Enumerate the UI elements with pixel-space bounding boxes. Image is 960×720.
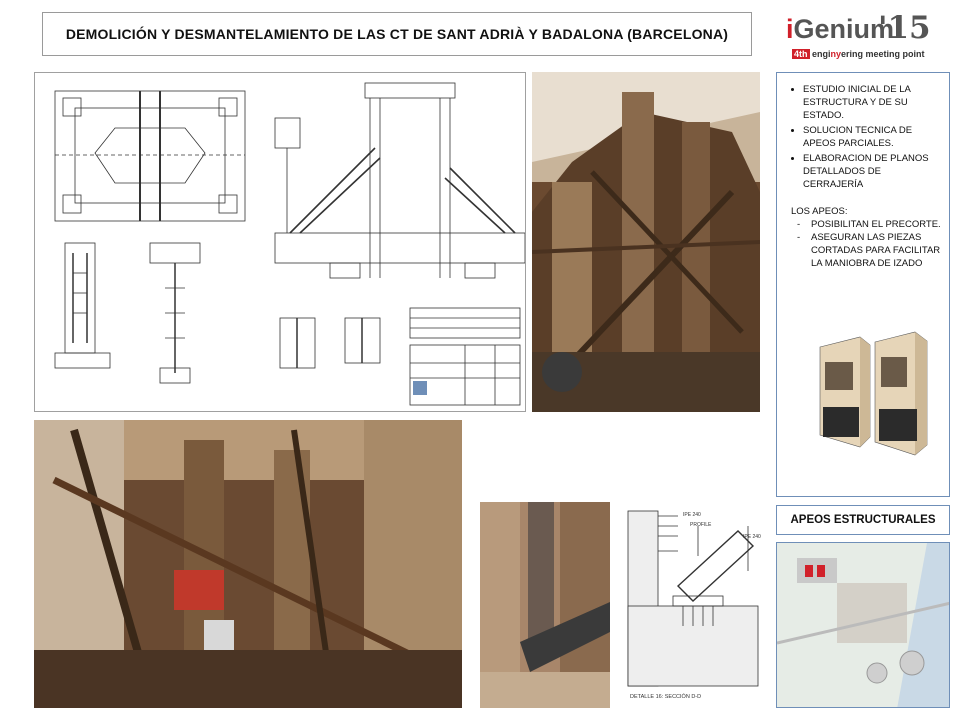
site-map — [776, 542, 950, 708]
description-box — [776, 72, 950, 497]
section-label-box — [776, 505, 950, 535]
logo-tagline: 4th enginyering meeting point — [794, 49, 925, 59]
photo-steel-shoring-columns — [532, 72, 760, 412]
logo-year: '15 — [878, 10, 931, 46]
drawing-tag: PROFILE — [690, 522, 712, 528]
scope-bullet: • SOLUCION TECNICA DE APEOS PARCIALES. — [803, 124, 941, 150]
logo-brand: iGenium — [786, 14, 895, 44]
detail-caption: DETALLE 16: SECCIÓN D-D — [630, 694, 702, 700]
3d-shoring-model-illustration — [815, 327, 935, 457]
detail-section-drawing — [618, 496, 768, 708]
apeos-heading: LOS APEOS: — [791, 206, 848, 217]
scope-bullets — [777, 73, 949, 191]
drawing-tag: IPE 240 — [683, 512, 701, 518]
technical-drawing-panel — [34, 72, 526, 412]
photo-interior-structure — [34, 420, 462, 708]
page-title-box — [42, 12, 752, 56]
drawing-tag: IPE 240 — [743, 534, 761, 540]
photo-column-base-support — [480, 502, 610, 708]
apeos-item: - POSIBILITAN EL PRECORTE. — [811, 218, 941, 231]
apeos-section — [777, 193, 949, 270]
scope-bullet: • ESTUDIO INICIAL DE LA ESTRUCTURA Y DE SU ESTADO. — [803, 83, 941, 122]
section-label: APEOS ESTRUCTURALES — [790, 514, 936, 526]
scope-bullet: • ELABORACION DE PLANOS DETALLADOS DE CERRAJERÍA — [803, 152, 941, 191]
apeos-list — [791, 218, 941, 270]
page-title: DEMOLICIÓN Y DESMANTELAMIENTO DE LAS CT DE SANT ADRIÀ Y BADALONA (BARCELONA) — [65, 26, 729, 42]
structural-plan-drawing — [35, 73, 526, 412]
apeos-item: - ASEGURAN LAS PIEZAS CORTADAS PARA FACILITAR LA MANIOBRA DE IZADO — [811, 231, 941, 270]
igenium-logo — [786, 10, 931, 60]
